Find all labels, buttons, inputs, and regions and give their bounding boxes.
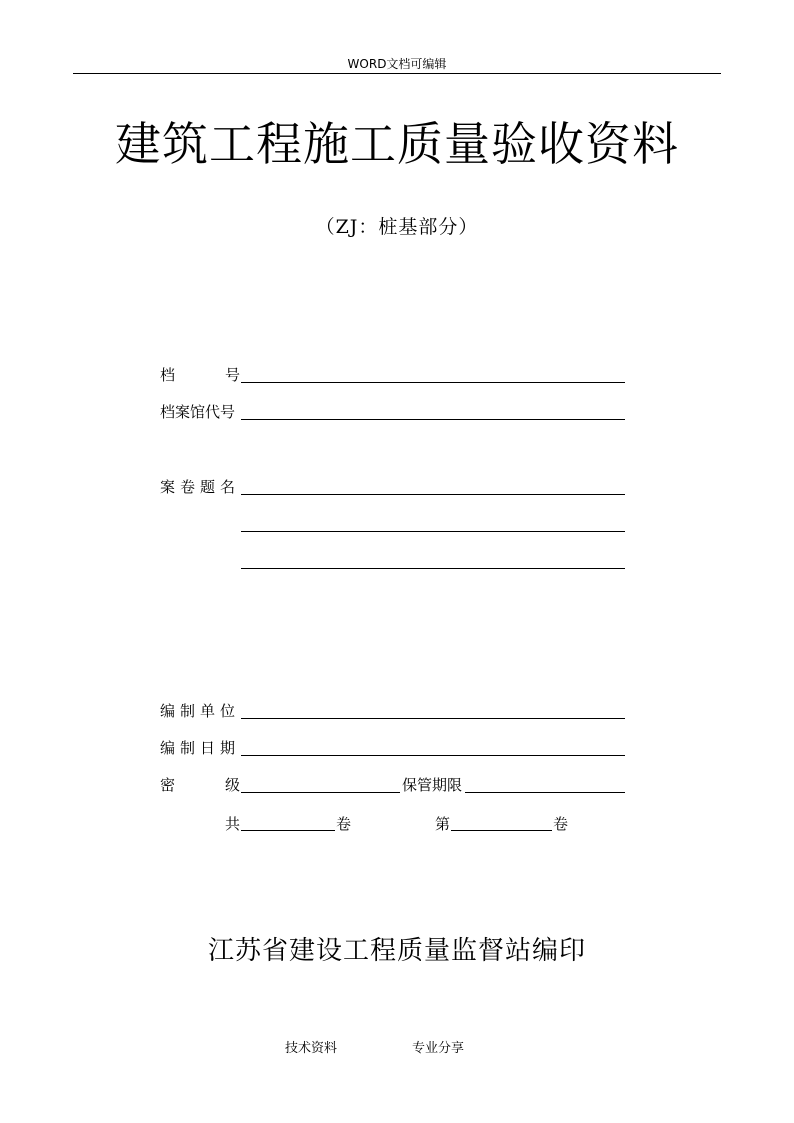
footer-note-right: 专业分享	[412, 1041, 465, 1056]
compiler-label: 编制单位	[160, 702, 241, 720]
file-no-label-char1: 档	[160, 366, 176, 384]
total-volumes-field-line[interactable]	[241, 830, 335, 831]
volume-title-field-line-2[interactable]	[241, 531, 625, 532]
secret-level-field-line[interactable]	[241, 792, 400, 793]
page-header-text: WORD文档可编辑	[347, 57, 447, 71]
volume-title-field-line-3[interactable]	[241, 568, 625, 569]
date-label: 编制日期	[160, 739, 241, 757]
volume-number-field-line[interactable]	[451, 830, 552, 831]
document-subtitle: （ZJ：桩基部分）	[315, 216, 479, 238]
document-title: 建筑工程施工质量验收资料	[115, 117, 679, 171]
secret-level-label-char1: 密	[160, 776, 176, 794]
file-no-field-line[interactable]	[241, 382, 625, 383]
total-volumes-label: 共	[225, 815, 241, 833]
secret-level-label-char2: 级	[225, 776, 241, 794]
archive-code-field-line[interactable]	[241, 419, 625, 420]
volume-title-field-line-1[interactable]	[241, 494, 625, 495]
header-rule	[73, 73, 721, 74]
total-volumes-unit: 卷	[336, 815, 352, 833]
volume-title-label: 案卷题名	[160, 478, 241, 496]
retention-period-label: 保管期限	[402, 776, 463, 794]
volume-number-unit: 卷	[553, 815, 569, 833]
date-field-line[interactable]	[241, 755, 625, 756]
file-no-label-char2: 号	[225, 366, 241, 384]
compiler-field-line[interactable]	[241, 718, 625, 719]
archive-code-label: 档案馆代号	[160, 403, 236, 421]
publisher-name: 江苏省建设工程质量监督站编印	[207, 936, 586, 966]
footer-note-left: 技术资料	[285, 1041, 338, 1056]
retention-period-field-line[interactable]	[465, 792, 625, 793]
volume-number-label: 第	[435, 815, 451, 833]
